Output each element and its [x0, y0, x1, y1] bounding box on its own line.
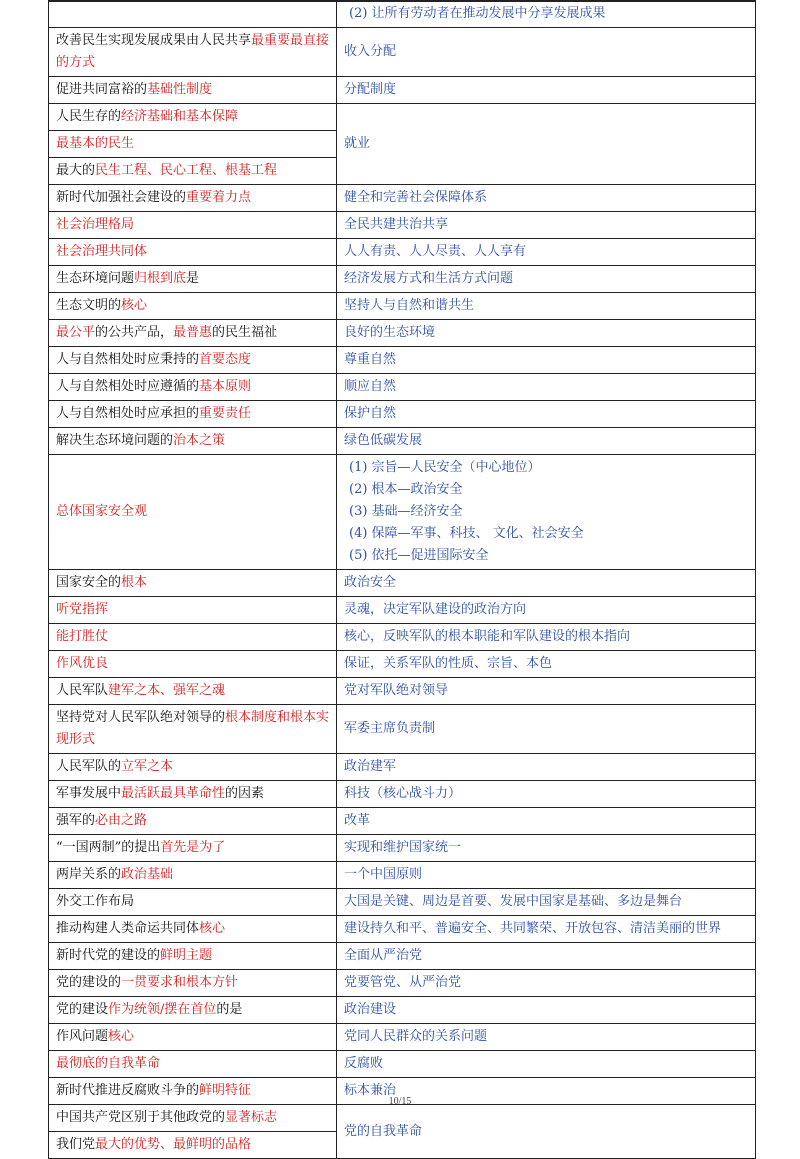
- highlight-text: 最基本的民生: [56, 136, 135, 151]
- plain-text: 军事发展中: [56, 786, 122, 801]
- answer-cell: 建设持久和平、普遍安全、共同繁荣、开放包容、清洁美丽的世界: [337, 916, 756, 943]
- concept-cell: [49, 266, 337, 293]
- table-row: [49, 320, 756, 347]
- concept-cell: [49, 943, 337, 970]
- concept-cell: [49, 1132, 337, 1159]
- highlight-text: 政治基础: [121, 867, 174, 882]
- plain-text: 党的建设: [56, 1002, 109, 1017]
- answer-cell: 保护自然: [337, 401, 756, 428]
- answer-cell: 良好的生态环境: [337, 320, 756, 347]
- plain-text: 的民生福祉: [212, 325, 278, 340]
- concept-cell: [49, 401, 337, 428]
- table-row: [49, 428, 756, 455]
- plain-text: 人民军队: [56, 683, 109, 698]
- table-row: [49, 808, 756, 835]
- concept-cell: [49, 916, 337, 943]
- table-row: [49, 781, 756, 808]
- answer-cell: 收入分配: [337, 28, 756, 77]
- answer-cell: 就业: [337, 104, 756, 185]
- concept-cell: [49, 185, 337, 212]
- concept-cell: [49, 293, 337, 320]
- summary-table: [48, 0, 756, 1159]
- highlight-text: 核心: [108, 1029, 135, 1044]
- concept-cell: [49, 212, 337, 239]
- answer-cell: 分配制度: [337, 77, 756, 104]
- highlight-text: 鲜明主题: [160, 948, 213, 963]
- highlight-text: 作风优良: [56, 656, 109, 671]
- concept-cell: [49, 374, 337, 401]
- concept-cell: [49, 624, 337, 651]
- table-row: [49, 266, 756, 293]
- concept-cell: [49, 781, 337, 808]
- answer-cell: 保证，关系军队的性质、宗旨、本色: [337, 651, 756, 678]
- answer-cell: 实现和维护国家统一: [337, 835, 756, 862]
- answer-cell: 改革: [337, 808, 756, 835]
- table-row: [49, 754, 756, 781]
- answer-cell: 反腐败: [337, 1051, 756, 1078]
- plain-text: 我们党: [56, 1137, 96, 1152]
- concept-cell: [49, 808, 337, 835]
- plain-text: 党的建设的: [56, 975, 122, 990]
- table-row: [49, 624, 756, 651]
- plain-text: 新时代推进反腐败斗争的: [56, 1083, 200, 1098]
- table-row: [49, 862, 756, 889]
- plain-text: “一国两制”的提出: [56, 840, 161, 855]
- answer-list-item: (4) 保障—军事、科技、 文化、社会安全: [349, 526, 584, 541]
- plain-text: 的因素: [225, 786, 265, 801]
- highlight-text: 治本之策: [173, 433, 226, 448]
- table-row: [49, 943, 756, 970]
- highlight-text: 核心: [199, 921, 226, 936]
- answer-cell: 政治建设: [337, 997, 756, 1024]
- table-row: [49, 374, 756, 401]
- answer-list-item: (5) 依托—促进国际安全: [349, 548, 489, 563]
- highlight-text: 最彻底的自我革命: [56, 1056, 161, 1071]
- concept-cell: [49, 705, 337, 754]
- highlight-text: 核心: [121, 298, 148, 313]
- plain-text: 最大的: [56, 163, 96, 178]
- highlight-text: 一贯要求和根本方针: [121, 975, 239, 990]
- concept-cell: [49, 1051, 337, 1078]
- table-row: [49, 835, 756, 862]
- answer-cell: 大国是关键、周边是首要、发展中国家是基础、多边是舞台: [337, 889, 756, 916]
- highlight-text: 总体国家安全观: [56, 504, 148, 519]
- concept-cell: [49, 889, 337, 916]
- concept-cell: [49, 320, 337, 347]
- answer-cell: (2) 让所有劳动者在推动发展中分享发展成果: [337, 1, 756, 28]
- table-row: [49, 705, 756, 754]
- highlight-text: 立军之本: [121, 759, 174, 774]
- highlight-text: 社会治理格局: [56, 217, 135, 232]
- concept-cell: [49, 1, 337, 28]
- answer-cell: 政治安全: [337, 570, 756, 597]
- plain-text: 的是: [216, 1002, 243, 1017]
- concept-cell: [49, 570, 337, 597]
- highlight-text: 显著标志: [225, 1110, 278, 1125]
- answer-cell: 坚持人与自然和谐共生: [337, 293, 756, 320]
- table-row: [49, 997, 756, 1024]
- highlight-text: 能打胜仗: [56, 629, 109, 644]
- table-row: [49, 28, 756, 77]
- plain-text: 国家安全的: [56, 575, 122, 590]
- highlight-text: 重要着力点: [186, 190, 252, 205]
- answer-cell: 尊重自然: [337, 347, 756, 374]
- plain-text: 坚持党对人民军队绝对领导的: [56, 710, 226, 725]
- highlight-text: 最活跃最具革命性: [121, 786, 226, 801]
- answer-cell: 党对军队绝对领导: [337, 678, 756, 705]
- highlight-text: 鲜明特征: [199, 1083, 252, 1098]
- concept-cell: [49, 104, 337, 131]
- table-row: [49, 1, 756, 28]
- answer-list-item: (2) 根本—政治安全: [349, 482, 463, 497]
- concept-cell: [49, 754, 337, 781]
- concept-cell: [49, 678, 337, 705]
- concept-cell: [49, 862, 337, 889]
- highlight-text: 最大的优势、最鲜明的品格: [95, 1137, 252, 1152]
- concept-cell: [49, 1105, 337, 1132]
- table-row: [49, 678, 756, 705]
- answer-cell: 灵魂，决定军队建设的政治方向: [337, 597, 756, 624]
- plain-text: 两岸关系的: [56, 867, 122, 882]
- table-row: [49, 401, 756, 428]
- table-row: [49, 570, 756, 597]
- highlight-text: 最普惠: [173, 325, 213, 340]
- table-row: [49, 77, 756, 104]
- highlight-text: 重要责任: [199, 406, 252, 421]
- plain-text: 生态环境问题: [56, 271, 135, 286]
- answer-cell: 经济发展方式和生活方式问题: [337, 266, 756, 293]
- document-page: [48, 0, 756, 1159]
- table-row: [49, 889, 756, 916]
- answer-cell: 健全和完善社会保障体系: [337, 185, 756, 212]
- concept-cell: [49, 77, 337, 104]
- answer-cell: 党的自我革命: [337, 1105, 756, 1159]
- answer-cell: 顺应自然: [337, 374, 756, 401]
- table-row: [49, 104, 756, 131]
- answer-cell: 军委主席负责制: [337, 705, 756, 754]
- answer-cell: 全面从严治党: [337, 943, 756, 970]
- highlight-text: 作为统领/摆在首位: [108, 1002, 217, 1017]
- plain-text: 人与自然相处时应秉持的: [56, 352, 200, 367]
- concept-cell: [49, 1024, 337, 1051]
- table-row: [49, 970, 756, 997]
- concept-cell: [49, 28, 337, 77]
- highlight-text: 最重要最直接的方式: [56, 33, 330, 70]
- answer-cell: 绿色低碳发展: [337, 428, 756, 455]
- table-row: [49, 1051, 756, 1078]
- summary-table-body: [49, 1, 756, 1159]
- plain-text: 改善民生实现发展成果由人民共享: [56, 33, 252, 48]
- answer-cell: 科技（核心战斗力）: [337, 781, 756, 808]
- highlight-text: 社会治理共同体: [56, 244, 148, 259]
- table-row: [49, 185, 756, 212]
- answer-cell: 核心，反映军队的根本职能和军队建设的根本指向: [337, 624, 756, 651]
- highlight-text: 首要态度: [199, 352, 252, 367]
- answer-list-item: (1) 宗旨—人民安全（中心地位）: [349, 460, 541, 475]
- plain-text: 人与自然相处时应承担的: [56, 406, 200, 421]
- table-row: [49, 239, 756, 266]
- highlight-text: 必由之路: [95, 813, 148, 828]
- concept-cell: [49, 970, 337, 997]
- plain-text: 促进共同富裕的: [56, 82, 148, 97]
- plain-text: 是: [186, 271, 200, 286]
- highlight-text: 听党指挥: [56, 602, 109, 617]
- highlight-text: 首先是为了: [160, 840, 226, 855]
- plain-text: 新时代党的建设的: [56, 948, 161, 963]
- highlight-text: 建军之本、强军之魂: [108, 683, 226, 698]
- page-number: 10/15: [388, 1096, 412, 1107]
- concept-cell: [49, 651, 337, 678]
- highlight-text: 经济基础和基本保障: [121, 109, 239, 124]
- concept-cell: [49, 455, 337, 570]
- highlight-text: 民生工程、民心工程、根基工程: [95, 163, 278, 178]
- plain-text: 推动构建人类命运共同体: [56, 921, 200, 936]
- concept-cell: [49, 347, 337, 374]
- plain-text: 人民军队的: [56, 759, 122, 774]
- table-row: [49, 1024, 756, 1051]
- highlight-text: 基本原则: [199, 379, 252, 394]
- answer-cell: 标本兼治: [337, 1078, 756, 1105]
- answer-list-item: (3) 基础—经济安全: [349, 504, 463, 519]
- table-row: [49, 293, 756, 320]
- plain-text: 中国共产党区别于其他政党的: [56, 1110, 226, 1125]
- concept-cell: [49, 158, 337, 185]
- highlight-text: 基础性制度: [147, 82, 213, 97]
- plain-text: 作风问题: [56, 1029, 109, 1044]
- plain-text: 外交工作布局: [56, 894, 135, 909]
- plain-text: 新时代加强社会建设的: [56, 190, 187, 205]
- answer-cell: 党要管党、从严治党: [337, 970, 756, 997]
- table-row: [49, 651, 756, 678]
- answer-cell: 政治建军: [337, 754, 756, 781]
- highlight-text: 最公平: [56, 325, 96, 340]
- plain-text: 的公共产品，: [95, 325, 174, 340]
- answer-cell: 一个中国原则: [337, 862, 756, 889]
- highlight-text: 根本: [121, 575, 148, 590]
- table-row: [49, 597, 756, 624]
- answer-cell: 人人有责、人人尽责、人人享有: [337, 239, 756, 266]
- answer-cell: [337, 455, 756, 570]
- concept-cell: [49, 997, 337, 1024]
- plain-text: 人与自然相处时应遵循的: [56, 379, 200, 394]
- table-row: [49, 1105, 756, 1132]
- table-row: [49, 212, 756, 239]
- highlight-text: 根本制度和根本实现形式: [56, 710, 330, 747]
- concept-cell: [49, 239, 337, 266]
- concept-cell: [49, 835, 337, 862]
- answer-cell: 党同人民群众的关系问题: [337, 1024, 756, 1051]
- concept-cell: [49, 597, 337, 624]
- table-row: [49, 455, 756, 570]
- table-row: [49, 347, 756, 374]
- highlight-text: 归根到底: [134, 271, 187, 286]
- concept-cell: [49, 428, 337, 455]
- concept-cell: [49, 131, 337, 158]
- plain-text: 生态文明的: [56, 298, 122, 313]
- table-row: [49, 916, 756, 943]
- answer-cell: 全民共建共治共享: [337, 212, 756, 239]
- plain-text: 人民生存的: [56, 109, 122, 124]
- plain-text: 解决生态环境问题的: [56, 433, 174, 448]
- plain-text: 强军的: [56, 813, 96, 828]
